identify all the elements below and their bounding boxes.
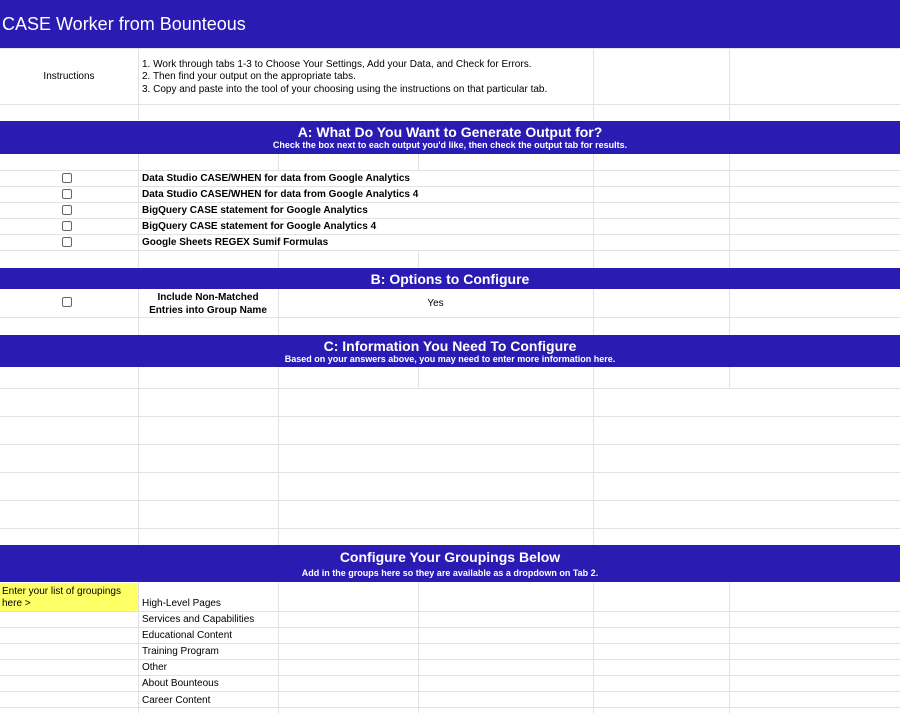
option-ds-ga4: Data Studio CASE/WHEN for data from Google Analytics 4 xyxy=(142,189,419,200)
option-ds-ga: Data Studio CASE/WHEN for data from Google Analytics xyxy=(142,173,410,184)
groupings-subtitle: Add in the groups here so they are available as a dropdown on Tab 2. xyxy=(301,568,599,578)
section-a-subtitle: Check the box next to each output you'd like, then check the output tab for results. xyxy=(272,140,628,150)
option-non-matched-line-1: Include Non-Matched xyxy=(157,292,259,303)
groupings-title: Configure Your Groupings Below xyxy=(339,549,561,565)
section-b-header xyxy=(0,268,900,289)
grouping-item[interactable]: Other xyxy=(142,662,168,673)
grouping-item[interactable]: Services and Capabilities xyxy=(142,614,255,625)
checkbox-sheets-regex[interactable] xyxy=(62,237,72,247)
groupings-prompt xyxy=(0,583,138,611)
groupings-prompt-line-1: Enter your list of groupings xyxy=(2,586,121,597)
grouping-item[interactable]: About Bounteous xyxy=(142,678,219,689)
checkbox-ds-ga4[interactable] xyxy=(62,189,72,199)
groupings-prompt-line-2: here > xyxy=(2,598,31,609)
section-b-title: B: Options to Configure xyxy=(370,271,530,287)
section-c-header xyxy=(0,335,900,367)
instruction-line-3: 3. Copy and paste into the tool of your choosing using the instructions on that particular tab. xyxy=(142,84,548,95)
instructions-label: Instructions xyxy=(43,71,95,82)
section-a-title: A: What Do You Want to Generate Output for? xyxy=(297,124,603,140)
option-non-matched-value: Yes xyxy=(427,298,444,309)
grouping-item[interactable]: High-Level Pages xyxy=(142,598,221,609)
instruction-line-2: 2. Then find your output on the appropriate tabs. xyxy=(142,71,356,82)
checkbox-bq-ga4[interactable] xyxy=(62,221,72,231)
option-sheets-regex: Google Sheets REGEX Sumif Formulas xyxy=(142,237,329,248)
section-c-title: C: Information You Need To Configure xyxy=(323,338,577,354)
checkbox-include-non-matched[interactable] xyxy=(62,297,72,307)
grouping-item[interactable]: Career Content xyxy=(142,695,211,706)
grouping-item[interactable]: Training Program xyxy=(142,646,219,657)
title-bar xyxy=(0,0,900,48)
checkbox-ds-ga[interactable] xyxy=(62,173,72,183)
instruction-line-1: 1. Work through tabs 1-3 to Choose Your Settings, Add your Data, and Check for Errors. xyxy=(142,59,532,70)
groupings-header xyxy=(0,545,900,582)
option-bq-ga4: BigQuery CASE statement for Google Analytics 4 xyxy=(142,221,377,232)
section-c-subtitle: Based on your answers above, you may need to enter more information here. xyxy=(284,354,616,364)
section-a-header xyxy=(0,121,900,154)
grouping-item[interactable]: Educational Content xyxy=(142,630,233,641)
checkbox-bq-ga[interactable] xyxy=(62,205,72,215)
option-bq-ga: BigQuery CASE statement for Google Analytics xyxy=(142,205,368,216)
page-title: CASE Worker from Bounteous xyxy=(2,14,246,34)
option-non-matched-line-2: Entries into Group Name xyxy=(149,305,267,316)
